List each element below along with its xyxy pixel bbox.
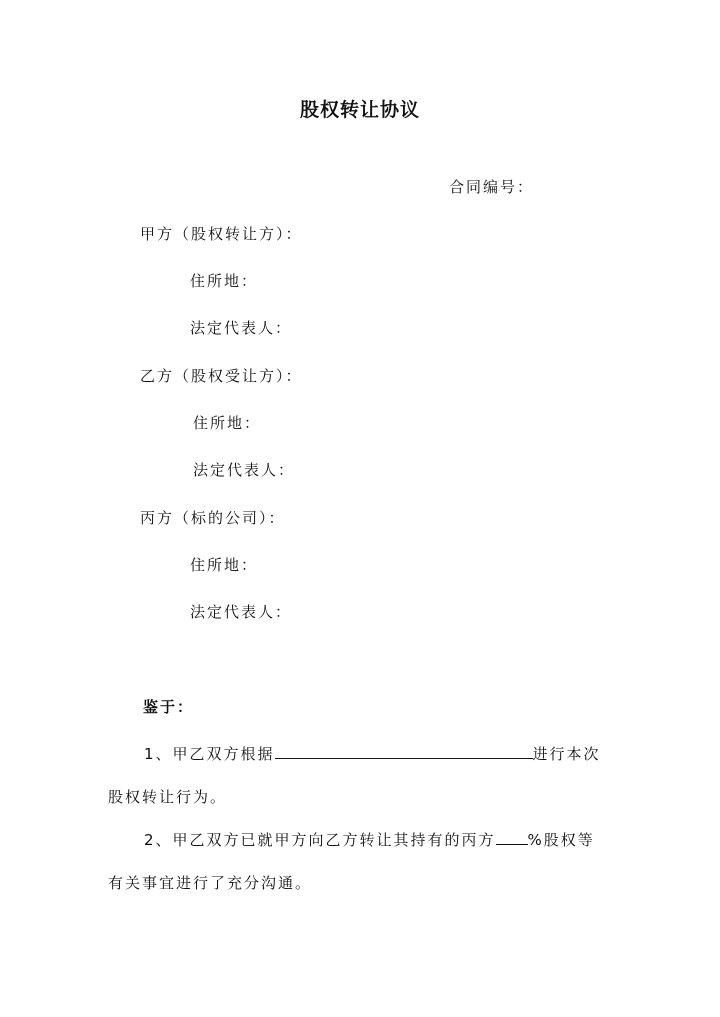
party-c-address-label: 住所地：	[190, 556, 259, 574]
clause-2-suffix: %股权等有关事宜进行了充分沟通。	[108, 831, 595, 892]
party-c-representative-label: 法定代表人：	[190, 603, 293, 621]
party-a-representative-label: 法定代表人：	[190, 319, 293, 337]
document-title: 股权转让协议	[299, 99, 420, 121]
clause-1-prefix: 1、甲乙双方根据	[144, 745, 275, 763]
clause-1	[108, 733, 608, 819]
party-a-address-label: 住所地：	[190, 272, 259, 290]
party-c-label: 丙方（标的公司）：	[140, 509, 286, 527]
whereas-heading: 鉴于：	[143, 698, 195, 716]
clause-2	[108, 819, 608, 905]
party-b-representative-label: 法定代表人：	[193, 461, 296, 479]
clause-2-blank[interactable]	[496, 828, 528, 845]
clause-2-prefix: 2、甲乙双方已就甲方向乙方转让其持有的丙方	[144, 831, 496, 849]
party-b-address-label: 住所地：	[193, 414, 262, 432]
clause-1-blank[interactable]	[275, 742, 533, 759]
contract-number-label: 合同编号：	[449, 178, 535, 196]
clause-1-suffix: 进行本次股权转让行为。	[108, 745, 601, 806]
party-b-label: 乙方（股权受让方）：	[140, 367, 303, 385]
party-a-label: 甲方（股权转让方）：	[140, 225, 303, 243]
